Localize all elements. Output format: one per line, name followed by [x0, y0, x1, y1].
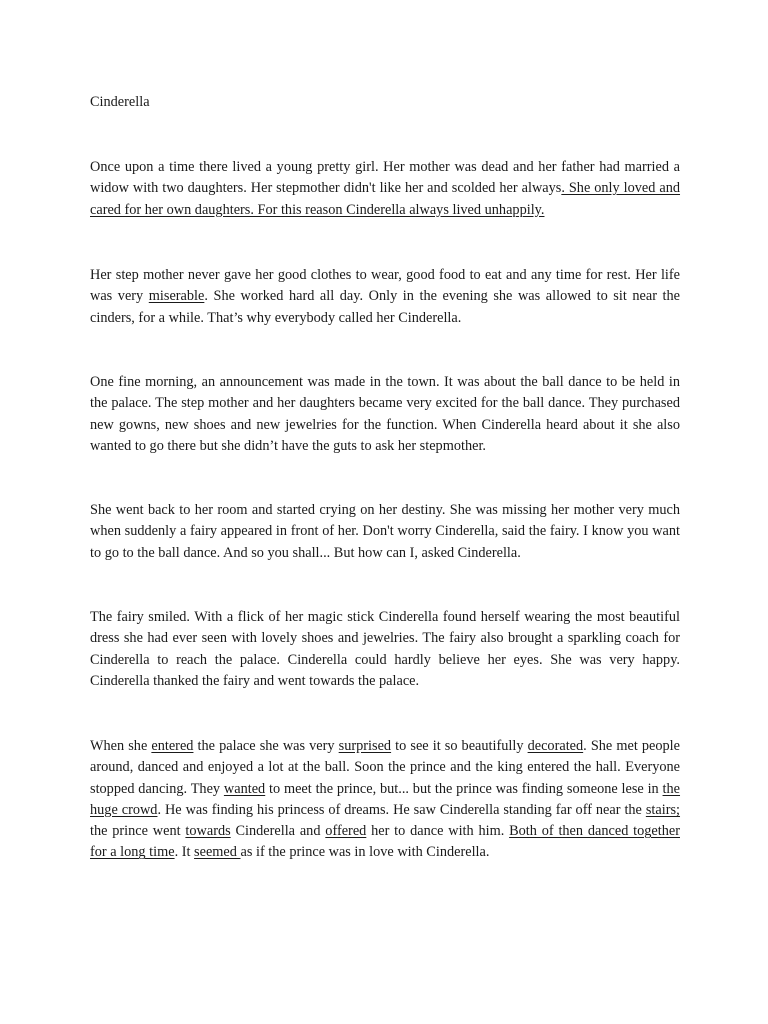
text-run: the palace she was very: [193, 738, 339, 754]
text-run: Once upon a time there lived a young pretty girl. Her mother was dead and her father had married a widow with two daughters. Her stepmother didn't like her and scolded her always: [90, 159, 680, 197]
text-run: the prince went: [90, 823, 186, 840]
text-run: . She worked hard all day. Only in the evening she was allowed to sit near the cinders, for a while. That’s why everybody called her Cinderella.: [90, 288, 680, 326]
text-run: . He was finding his princess of dreams. He saw Cinderella standing far off near the: [157, 801, 646, 818]
paragraph-5: [90, 607, 680, 692]
underlined-phrase: the huge crowd: [90, 780, 681, 818]
underlined-phrase: towards: [185, 823, 231, 840]
paragraph-1: [90, 157, 680, 221]
underlined-phrase: wanted: [223, 780, 266, 797]
underlined-phrase: offered: [325, 823, 367, 840]
text-run: The fairy smiled. With a flick of her magic stick Cinderella found herself wearing the most beautiful dress she had ever seen with lovely shoes and jewelries. The fairy also brought a sparkling coach for Cinderella to reach the palace. Cinderella could hardly believe her eyes. She was very happy. Cinderella thanked the fairy and went towards the palace.: [90, 609, 680, 689]
paragraph-3: [90, 372, 680, 457]
text-run: as if the prince was in love with Cinderella.: [240, 844, 490, 861]
text-run: her to dance with him.: [366, 823, 510, 840]
underlined-phrase: entered: [151, 738, 194, 754]
text-run: to see it so beautifully: [391, 738, 528, 754]
text-run: When she: [90, 738, 152, 754]
text-run: She went back to her room and started crying on her destiny. She was missing her mother very much when suddenly a fairy appeared in front of her. Don't worry Cinderella, said the fairy. I know you want to go to the ball dance. And so you shall... But how can I, asked Cinderella.: [90, 502, 680, 561]
underlined-phrase: seemed: [194, 844, 241, 861]
underlined-phrase: miserable: [148, 288, 205, 305]
text-run: to meet the prince, but... but the prince was finding someone lese in: [265, 780, 663, 797]
paragraph-6: [90, 736, 680, 864]
underlined-phrase: . She only loved and cared for her own daughters. For this reason Cinderella always lived unhappily.: [90, 180, 681, 218]
underlined-phrase: decorated: [527, 738, 584, 754]
text-run: . She met people around, danced and enjoyed a lot at the ball. Soon the prince and the king entered the hall. Everyone stopped dancing. They: [90, 738, 680, 797]
text-run: Her step mother never gave her good clothes to wear, good food to eat and any time for rest. Her life was very: [90, 267, 680, 305]
paragraph-2: [90, 265, 680, 329]
document-title: Cinderella: [90, 94, 150, 110]
underlined-phrase: surprised: [338, 738, 392, 754]
text-run: . It: [174, 844, 195, 861]
paragraph-4: [90, 500, 680, 564]
underlined-phrase: Both of then danced together for a long time: [90, 823, 680, 861]
text-run: Cinderella and: [230, 823, 326, 840]
underlined-phrase: stairs;: [645, 801, 681, 818]
text-run: One fine morning, an announcement was made in the town. It was about the ball dance to be held in the palace. The step mother and her daughters became very excited for the ball dance. They purchased new gowns, new shoes and new jewelries for the function. When Cinderella heard about it she also wanted to go there but she didn’t have the guts to ask her stepmother.: [90, 374, 680, 454]
